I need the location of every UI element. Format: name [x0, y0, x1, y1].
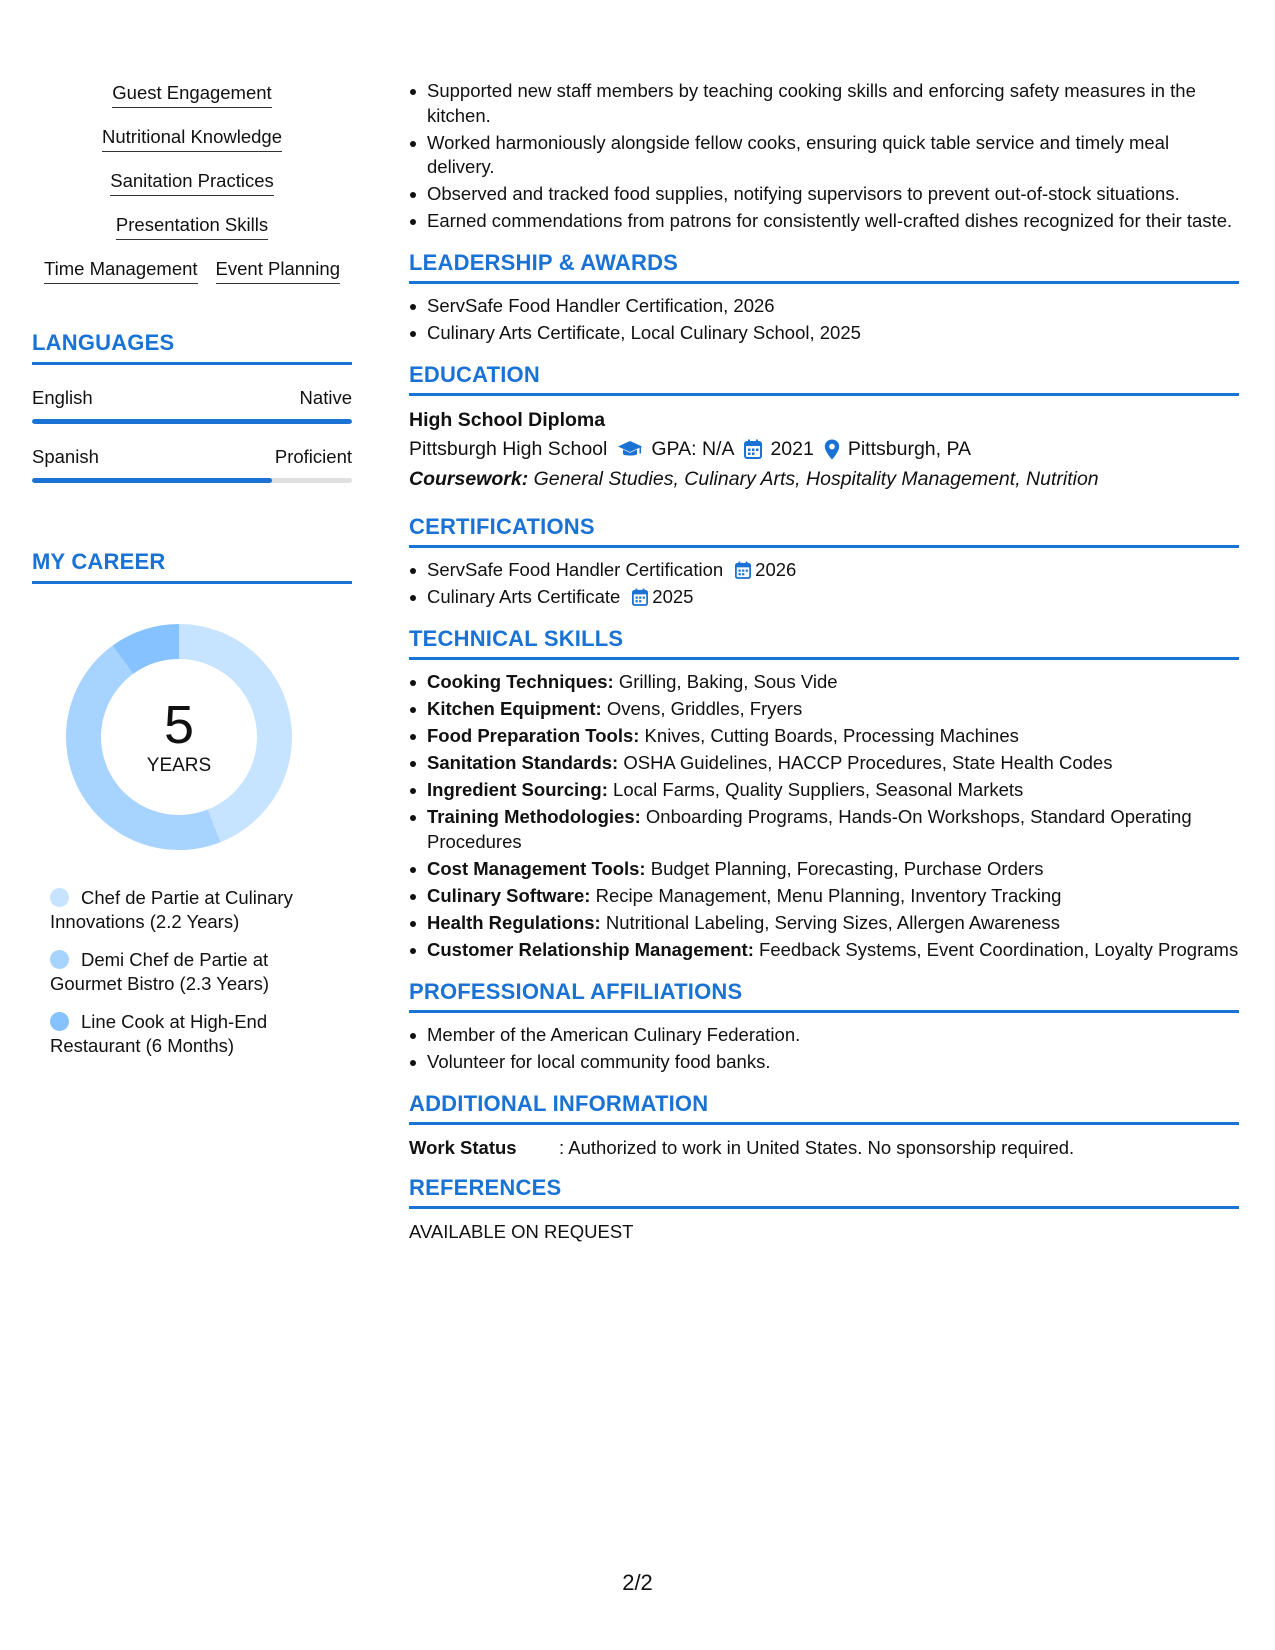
- technical-skill-values: Recipe Management, Menu Planning, Inventory Tracking: [590, 884, 1062, 906]
- technical-skill-category: Cooking Techniques:: [427, 671, 614, 692]
- calendar-icon: [735, 561, 751, 579]
- experience-bullet: Earned commendations from patrons for consistently well-crafted dishes recognized for their taste.: [427, 209, 1239, 234]
- language-name: English: [32, 387, 93, 408]
- education-gpa: GPA: N/A: [651, 438, 735, 460]
- language-level-fill: [32, 419, 352, 424]
- education-year: 2021: [770, 438, 814, 460]
- languages-title: LANGUAGES: [32, 330, 352, 365]
- right-column: [409, 79, 1239, 1245]
- technical-skill-item: [427, 805, 1239, 854]
- page-number: 2/2: [622, 1570, 653, 1595]
- technical-skill-category: Customer Relationship Management:: [427, 938, 754, 960]
- technical-skill-item: [427, 697, 1239, 722]
- leadership-list: [409, 294, 1239, 346]
- experience-bullets: [409, 79, 1239, 234]
- technical-skill-item: [427, 724, 1239, 749]
- affiliations-list: [409, 1023, 1239, 1075]
- left-column: [32, 82, 352, 1072]
- technical-skill-values: Feedback Systems, Event Coordination, Loyalty Programs: [753, 938, 1239, 960]
- certification-item: [427, 585, 1239, 610]
- technical-skill-values: OSHA Guidelines, HACCP Procedures, State Health Codes: [618, 752, 1113, 773]
- technical-skill-item: [427, 911, 1239, 936]
- certifications-title: CERTIFICATIONS: [409, 514, 1239, 548]
- legend-dot: [50, 950, 69, 969]
- technical-skill-item: [427, 778, 1239, 803]
- technical-skill-values: Budget Planning, Forecasting, Purchase Orders: [645, 857, 1044, 879]
- career-unit: YEARS: [146, 755, 212, 776]
- language-name: Spanish: [32, 446, 99, 467]
- career-total: 5: [163, 695, 195, 755]
- legend-item: [50, 886, 310, 934]
- technical-skill-item: [427, 751, 1239, 776]
- coursework-text: General Studies, Culinary Arts, Hospitality Management, Nutrition: [528, 468, 1099, 490]
- education-coursework: [409, 464, 1239, 494]
- legend-item: [50, 1010, 310, 1058]
- career-legend: [50, 886, 310, 1058]
- affiliation-item: Member of the American Culinary Federation.: [427, 1023, 1239, 1048]
- certification-year: 2026: [755, 559, 797, 580]
- graduation-cap-icon: [617, 439, 643, 459]
- experience-bullet: Worked harmoniously alongside fellow cooks, ensuring quick table service and timely meal delivery.: [427, 131, 1239, 180]
- language-level-bar: [32, 419, 352, 424]
- certifications-list: [409, 558, 1239, 610]
- legend-label: Demi Chef de Partie at Gourmet Bistro (2.3 Years): [50, 949, 270, 994]
- language-row: [32, 446, 352, 468]
- education-school: Pittsburgh High School: [409, 438, 608, 460]
- leadership-title: LEADERSHIP & AWARDS: [409, 250, 1239, 284]
- coursework-label: Coursework:: [409, 468, 529, 490]
- technical-skills-list: [409, 670, 1239, 962]
- skills-row: [32, 126, 352, 152]
- references-text: AVAILABLE ON REQUEST: [409, 1220, 634, 1242]
- technical-skill-item: [427, 938, 1239, 963]
- technical-skill-category: Kitchen Equipment:: [427, 698, 602, 719]
- legend-dot: [50, 1012, 69, 1031]
- technical-skill-values: Onboarding Programs, Hands-On Workshops, Standard Operating Procedures: [427, 806, 1192, 852]
- technical-skill-category: Culinary Software:: [427, 884, 591, 906]
- technical-skill-category: Health Regulations:: [427, 911, 601, 933]
- affiliation-item: Volunteer for local community food banks.: [427, 1050, 1239, 1075]
- technical-skill-category: Training Methodologies:: [427, 806, 641, 827]
- education-location: Pittsburgh, PA: [847, 438, 972, 460]
- map-pin-icon: [824, 439, 840, 460]
- technical-skill-category: Sanitation Standards:: [427, 752, 619, 773]
- technical-skill-category: Ingredient Sourcing:: [427, 779, 608, 800]
- technical-skill-item: [427, 884, 1239, 909]
- language-level: Proficient: [274, 446, 352, 467]
- language-row: [32, 387, 352, 409]
- technical-skill-item: [427, 857, 1239, 882]
- legend-item: [50, 948, 310, 996]
- experience-bullet: Observed and tracked food supplies, notifying supervisors to prevent out-of-stock situations.: [427, 182, 1239, 207]
- references-title: REFERENCES: [409, 1175, 1239, 1209]
- skills-row: [32, 214, 352, 240]
- languages-list: [32, 387, 352, 483]
- additional-info-title: ADDITIONAL INFORMATION: [409, 1091, 1239, 1125]
- skills-row: [32, 258, 352, 284]
- technical-skills-title: TECHNICAL SKILLS: [409, 626, 1239, 660]
- experience-bullet: Supported new staff members by teaching cooking skills and enforcing safety measures in the kitchen.: [427, 79, 1239, 128]
- career-title: MY CAREER: [32, 549, 352, 584]
- calendar-icon: [744, 439, 762, 459]
- certification-name: Culinary Arts Certificate: [427, 586, 621, 607]
- skills-row: [32, 170, 352, 196]
- certification-name: ServSafe Food Handler Certification: [427, 559, 724, 580]
- skill-tag: Nutritional Knowledge: [102, 126, 282, 152]
- technical-skill-item: [427, 670, 1239, 695]
- donut-center: [64, 622, 294, 852]
- career-donut-chart: [64, 622, 294, 852]
- calendar-icon: [632, 588, 648, 606]
- skill-tag: Time Management: [44, 258, 198, 284]
- skills-tags: [32, 82, 352, 284]
- work-status-label: Work Status: [409, 1136, 517, 1158]
- education-title: EDUCATION: [409, 362, 1239, 396]
- technical-skill-category: Food Preparation Tools:: [427, 725, 640, 746]
- education-details: [409, 434, 1239, 464]
- certification-year: 2025: [652, 586, 694, 607]
- work-status-value: : Authorized to work in United States. No sponsorship required.: [559, 1136, 1075, 1158]
- language-level: Native: [299, 387, 352, 408]
- certification-item: [427, 558, 1239, 583]
- leadership-item: Culinary Arts Certificate, Local Culinary School, 2025: [427, 321, 1239, 346]
- legend-dot: [50, 888, 69, 907]
- technical-skill-values: Ovens, Griddles, Fryers: [601, 698, 803, 719]
- skill-tag: Event Planning: [216, 258, 340, 284]
- skill-tag: Sanitation Practices: [110, 170, 274, 196]
- legend-label: Chef de Partie at Culinary Innovations (2.2 Years): [50, 887, 293, 932]
- legend-label: Line Cook at High-End Restaurant (6 Months): [50, 1011, 268, 1056]
- affiliations-title: PROFESSIONAL AFFILIATIONS: [409, 979, 1239, 1013]
- skill-tag: Presentation Skills: [116, 214, 268, 240]
- skill-tag: Guest Engagement: [112, 82, 271, 108]
- technical-skill-category: Cost Management Tools:: [427, 857, 646, 879]
- technical-skill-values: Local Farms, Quality Suppliers, Seasonal Markets: [607, 779, 1024, 800]
- technical-skill-values: Nutritional Labeling, Serving Sizes, Allergen Awareness: [600, 911, 1061, 933]
- education-degree: High School Diploma: [409, 409, 606, 431]
- leadership-item: ServSafe Food Handler Certification, 2026: [427, 294, 1239, 319]
- technical-skill-values: Grilling, Baking, Sous Vide: [613, 671, 838, 692]
- technical-skill-values: Knives, Cutting Boards, Processing Machines: [639, 725, 1019, 746]
- work-status-row: [409, 1135, 1239, 1161]
- skills-row: [32, 82, 352, 108]
